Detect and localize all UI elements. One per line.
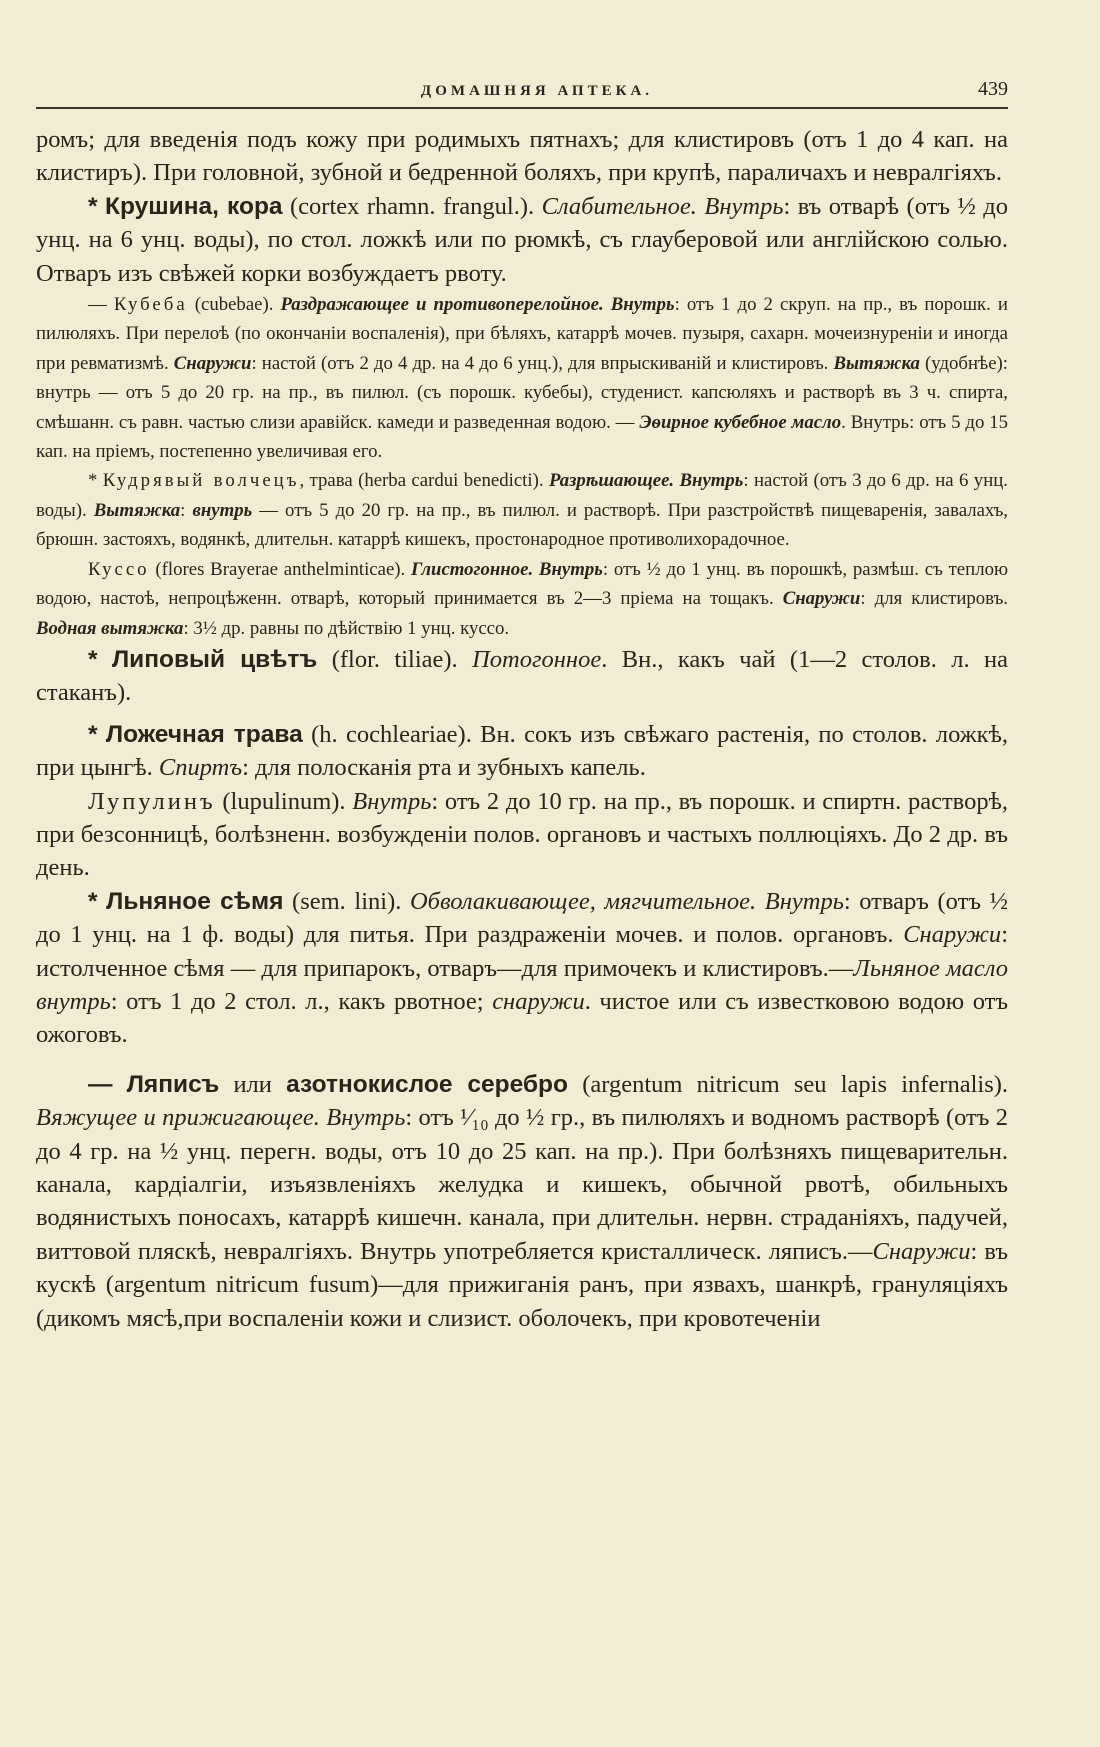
entry-term: Кудрявый волчецъ — [102, 470, 300, 492]
entry-text: : настой (отъ 3 до 6 др. на 6 унц. воды). — [36, 470, 1008, 521]
entry-text: : въ кускѣ (argentum nitricum fusum)—для прижиганія ранъ, при язвахъ, шанкрѣ, грануляціяхъ (дикомъ мясѣ,при воспаленіи кожи и слизист. оболочекъ, при кровотеченіи — [36, 1237, 1009, 1332]
entry-text: : 3½ др. равны по дѣйствію 1 унц. куссо. — [183, 617, 510, 639]
entry-text: (cortex rhamn. frangul.). — [282, 192, 542, 220]
entry-term: Льняное сѣмя — [106, 887, 284, 915]
entry-action: Снаружи — [872, 1237, 971, 1265]
entry-text: : настой (отъ 2 до 4 др. на 4 до 6 унц.), для впрыскиваній и клистировъ. — [251, 352, 834, 374]
entry-marker: * — [88, 887, 98, 915]
entry-action: Снаружи — [782, 588, 861, 610]
entry-action: Льняное масло внутрь — [36, 954, 1008, 1015]
entry-text: . Вн., какъ чай (1—2 столов. л. на стаканъ). — [36, 645, 1008, 707]
entry-text: (cubebae). — [187, 294, 281, 316]
entry-text: , трава (herba cardui benedicti). — [299, 470, 549, 492]
entry-text: — отъ 5 до 20 гр. на пр., въ пилюл. и растворѣ. При разстройствѣ пищеваренія, завалахъ, брюшн. застояхъ, водянкѣ, длительн. катаррѣ кишекъ, простонародное противолихорадочное. — [36, 499, 1008, 551]
entry-action: Глистогонное. Внутрь — [411, 558, 603, 580]
entry-action: Раздражающее и противоперелойное. Внутрь — [280, 294, 675, 316]
entry-text: ромъ; для введенія подъ кожу при родимыхъ пятнахъ; для клистировъ (отъ 1 до 4 кап. на клистиръ). При головной, зубной и бедренной боляхъ, при крупѣ, параличахъ и невралгіяхъ. — [36, 126, 1008, 187]
entry-term: Лупулинъ — [88, 787, 216, 815]
entry-marker: * — [88, 720, 98, 748]
entry-text: (h. cochleariae). Вн. сокъ изъ свѣжаго растенія, по столов. ложкѣ, при цынгѣ. — [36, 720, 1009, 782]
entry-term: Ложечная трава — [105, 720, 303, 748]
entry-term: Липовый цвѣтъ — [111, 645, 318, 673]
entry-lupulin — [36, 785, 1008, 885]
entry-text: . Внутрь: отъ 5 до 15 кап. на пріемъ, постепенно увеличивая его. — [36, 411, 1008, 463]
entry-action: Снаружи — [173, 352, 252, 374]
entry-marker: * — [88, 470, 98, 492]
entry-marker: — — [88, 1070, 113, 1098]
entry-kusso — [36, 555, 1008, 643]
entry-marker: * — [88, 192, 98, 220]
entry-text: (flores Brayerae anthelminticae). — [149, 558, 412, 580]
entry-text: : въ отварѣ (отъ ½ до унц. на 6 унц. воды), по стол. ложкѣ или по рюмкѣ, съ глауберовой или англійскою солью. Отваръ изъ свѣжей корки возбуждаетъ рвоту. — [36, 192, 1008, 287]
entry-text: . чистое или съ известковою водою отъ ожоговъ. — [36, 987, 1008, 1049]
running-header — [36, 78, 1008, 107]
entry-volchets — [36, 466, 1008, 554]
entry-action: внутрь — [192, 499, 253, 521]
entry-text: : для полосканія рта и зубныхъ капель. — [242, 754, 646, 782]
entry-continuation — [36, 123, 1008, 190]
entry-action: Вытяжка — [833, 352, 920, 374]
entry-action: Разрѣшающее. Внутрь — [548, 470, 744, 492]
entry-kubeba — [36, 290, 1008, 466]
entry-text: : отваръ (отъ ½ до 1 унц. на 1 ф. воды) для питья. При раздраженіи мочев. и полов. органовъ. — [36, 887, 1008, 949]
entry-lozhechnaya — [36, 718, 1008, 785]
entry-action: Потогонное — [472, 645, 602, 673]
entry-lyapis — [36, 1068, 1008, 1335]
entry-term: Ляписъ — [126, 1070, 220, 1098]
entry-term: Крушина, кора — [105, 192, 283, 220]
entry-lnyanoe — [36, 885, 1008, 1052]
running-title: ДОМАШНЯЯ АПТЕКА. — [420, 83, 654, 99]
page-number: 439 — [978, 78, 1008, 100]
entry-term: Кубеба — [113, 294, 188, 316]
entry-action: Вяжущее и прижигающее. Внутрь — [36, 1104, 406, 1132]
entry-action: Слабительное. Внутрь — [541, 192, 784, 220]
entry-text: (argentum nitricum seu lapis infernalis). — [567, 1070, 1009, 1098]
entry-action: Вытяжка — [93, 499, 181, 521]
entry-action: Снаружи — [903, 921, 1002, 949]
entry-text: или — [219, 1070, 287, 1098]
entry-text: : отъ 1 до 2 скруп. на пр., въ порошк. и пилюляхъ. При перелоѣ (по окончаніи воспаленія), при бѣляхъ, катаррѣ мочев. пузыря, сахарн. мочеизнуреніи и иногда при ревматизмѣ. — [36, 294, 1008, 374]
entry-action: Внутрь — [352, 787, 432, 815]
entry-marker: — — [88, 294, 107, 316]
entry-text: : отъ 1 до 2 стол. л., какъ рвотное; — [110, 987, 493, 1015]
entry-term: Куссо — [88, 558, 150, 580]
entry-text: : отъ ½ до 1 унц. въ порошкѣ, размѣш. съ теплою водою, настоѣ, непроцѣженн. отварѣ, который принимается въ 2—3 пріема на тощакъ. — [36, 558, 1008, 610]
entry-action: Эѳирное кубебное масло — [639, 411, 842, 433]
header-rule — [36, 107, 1008, 109]
entry-marker: * — [88, 645, 98, 673]
entry-action: Спиртъ — [158, 754, 243, 782]
entry-term-synonym: азотнокислое серебро — [286, 1070, 568, 1098]
entry-text: : отъ ¹⁄₁₀ до ½ гр., въ пилюляхъ и водномъ растворѣ (отъ 2 до 4 гр. на ½ унц. перегн. воды, отъ 10 до 25 кап. на пр.). При болѣзняхъ пищеварительн. канала, кардіалгіи, изъязвленіяхъ желудка и кишекъ, обычной рвотѣ, обильныхъ водянистыхъ поносахъ, катаррѣ кишечн. канала, при длительн. нервн. страданіяхъ, падучей, виттовой пляскѣ, невралгіяхъ. Внутрь употребляется кристаллическ. ляписъ.— — [36, 1104, 1008, 1265]
entry-text: : — [180, 499, 193, 521]
entry-text: (flor. tiliae). — [317, 645, 473, 673]
entry-lipa — [36, 643, 1008, 710]
entry-text: : для клистировъ. — [860, 588, 1008, 610]
entry-text: (sem. lini). — [283, 887, 410, 915]
entry-action: Водная вытяжка — [36, 617, 184, 639]
entry-action: снаружи — [492, 987, 585, 1015]
entry-action: Обволакивающее, мягчительное. Внутрь — [409, 887, 844, 915]
entry-text: (lupulinum). — [215, 787, 353, 815]
entry-krushina — [36, 190, 1008, 290]
entry-text: : отъ 2 до 10 гр. на пр., въ порошк. и спиртн. растворѣ, при безсонницѣ, болѣзненн. возбужденіи полов. органовъ и частыхъ поллюціяхъ. До 2 др. въ день. — [36, 787, 1009, 882]
entry-text: (удобнѣе): внутрь — отъ 5 до 20 гр. на пр., въ пилюл. (съ порошк. кубебы), студенист. капсюляхъ и растворѣ въ 3 ч. спирта, смѣшанн. съ равн. частью слизи аравійск. камеди и разведенная водою. — — [36, 352, 1009, 433]
entry-text: : истолченное сѣмя — для припарокъ, отваръ—для примочекъ и клистировъ.— — [36, 921, 1008, 982]
